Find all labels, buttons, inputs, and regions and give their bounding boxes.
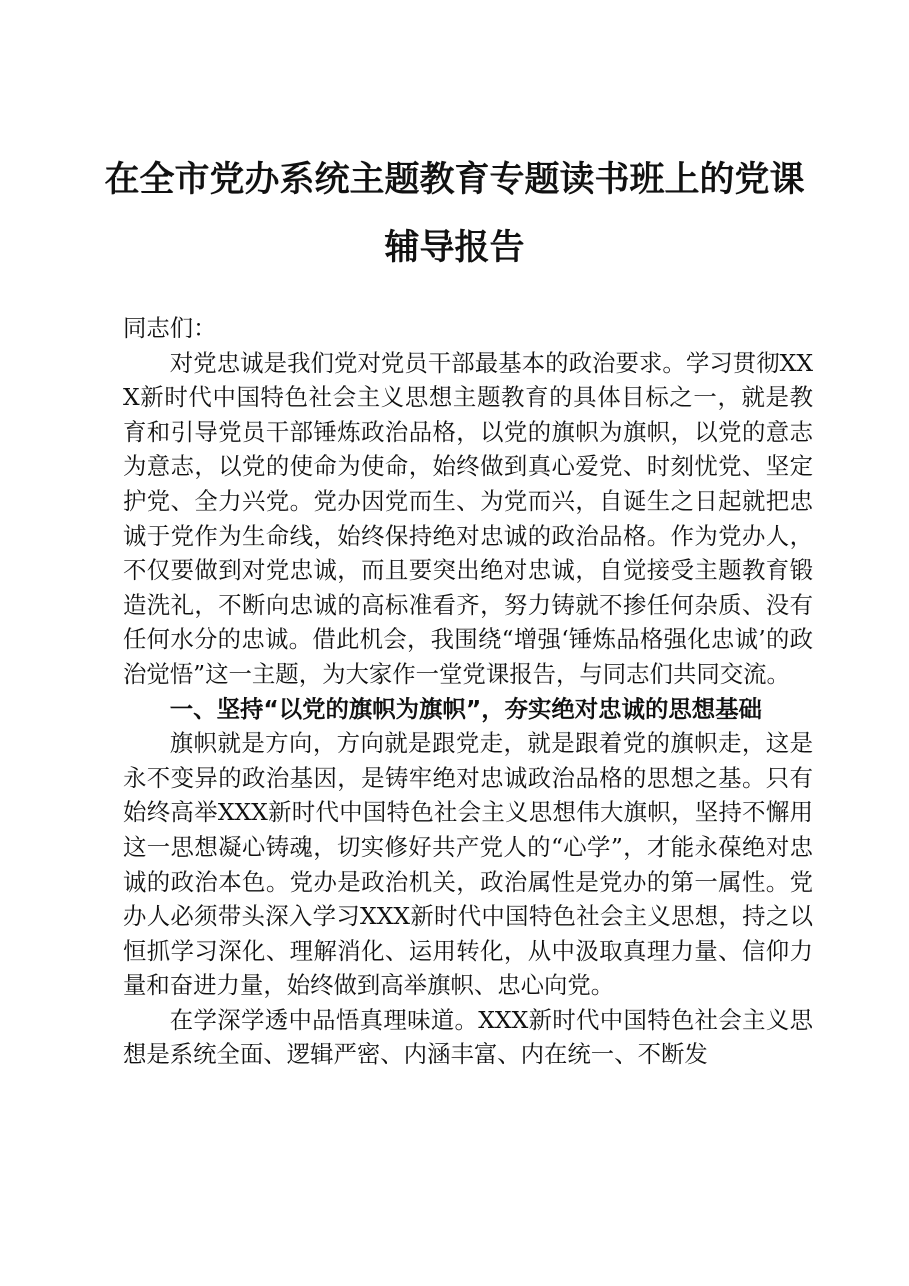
section-paragraph-2: 在学深学透中品悟真理味道。XXX新时代中国特色社会主义思想是系统全面、逻辑严密、内涵丰富、内在统一、不断发	[123, 1005, 813, 1069]
intro-paragraph: 对党忠诚是我们党对党员干部最基本的政治要求。学习贯彻XXX新时代中国特色社会主义思想主题教育的具体目标之一，就是教育和引导党员干部锤炼政治品格，以党的旗帜为旗帜，以党的意志为意志，以党的使命为使命，始终做到真心爱党、时刻忧党、坚定护党、全力兴党。党办因党而生、为党而兴，自诞生之日起就把忠诚于党作为生命线，始终保持绝对忠诚的政治品格。作为党办人，不仅要做到对党忠诚，而且要突出绝对忠诚，自觉接受主题教育锻造洗礼，不断向忠诚的高标准看齐，努力铸就不掺任何杂质、没有任何水分的忠诚。借此机会，我围绕“增强‘锤炼品格强化忠诚’的政治觉悟”这一主题，为大家作一堂党课报告，与同志们共同交流。	[123, 348, 813, 688]
section-heading: 一、坚持“以党的旗帜为旗帜”，夯实绝对忠诚的思想基础	[169, 694, 762, 723]
section-paragraph-1: 旗帜就是方向，方向就是跟党走，就是跟着党的旗帜走，这是永不变异的政治基因，是铸牢绝对忠诚政治品格的思想之基。只有始终高举XXX新时代中国特色社会主义思想伟大旗帜，坚持不懈用这一思想凝心铸魂，切实修好共产党人的“心学”，才能永葆绝对忠诚的政治本色。党办是政治机关，政治属性是党办的第一属性。党办人必须带头深入学习XXX新时代中国特色社会主义思想，持之以恒抓学习深化、理解消化、运用转化，从中汲取真理力量、信仰力量和奋进力量，始终做到高举旗帜、忠心向党。	[123, 729, 813, 1000]
document-body	[123, 311, 813, 1072]
document-title-line-2: 辅导报告	[384, 228, 525, 268]
salutation: 同志们：	[123, 314, 217, 342]
document-title-line-1: 在全市党办系统主题教育专题读书班上的党课	[104, 160, 805, 200]
